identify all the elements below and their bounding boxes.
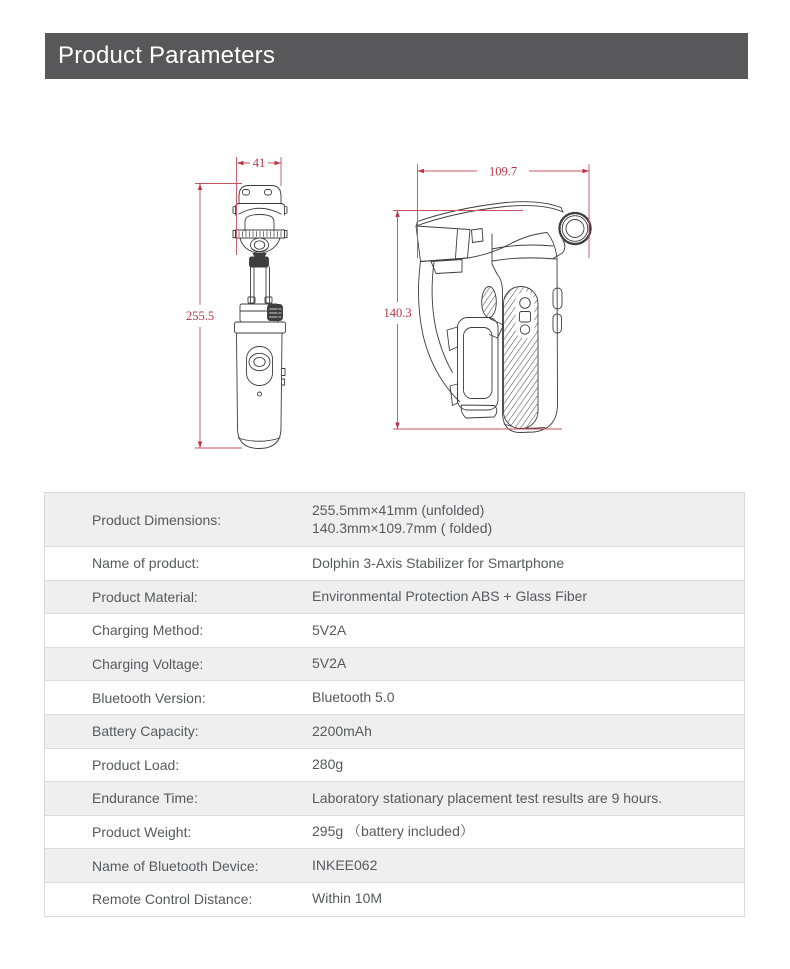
- spec-value: Bluetooth 5.0: [312, 688, 395, 705]
- spec-label: Battery Capacity:: [92, 723, 199, 740]
- spec-value: 5V2A: [312, 655, 347, 672]
- spec-value: [312, 502, 744, 537]
- folded-height-label: 140.3: [383, 306, 412, 320]
- spec-table: [44, 492, 745, 917]
- spec-label: Product Material:: [92, 588, 198, 605]
- unfolded-height-label: 255.5: [185, 309, 215, 323]
- unfolded-gimbal-drawing: [233, 186, 287, 449]
- spec-label: Remote Control Distance:: [92, 891, 253, 908]
- folded-gimbal-drawing: [416, 202, 591, 433]
- spec-label: Product Dimensions:: [92, 511, 222, 528]
- spec-label: Endurance Time:: [92, 790, 198, 807]
- table-row: [45, 493, 744, 546]
- table-row: [45, 714, 744, 748]
- unfolded-width-label: 41: [252, 156, 266, 170]
- spec-label: Bluetooth Version:: [92, 689, 206, 706]
- table-row: [45, 848, 744, 882]
- spec-label: Product Load:: [92, 756, 180, 773]
- spec-value: 295g （battery included）: [312, 823, 474, 840]
- table-row: [45, 680, 744, 714]
- spec-value: Within 10M: [312, 890, 383, 907]
- spec-label: Product Weight:: [92, 824, 192, 841]
- spec-value: 280g: [312, 756, 344, 773]
- dimension-folded-width: [418, 164, 590, 258]
- dimension-unfolded-height: [186, 184, 242, 449]
- dimension-unfolded-width: [237, 156, 282, 255]
- spec-value: 2200mAh: [312, 722, 372, 739]
- spec-value: Laboratory stationary placement test results are 9 hours.: [312, 789, 663, 806]
- spec-value: Dolphin 3-Axis Stabilizer for Smartphone: [312, 554, 565, 571]
- spec-value-line1: 255.5mm×41mm (unfolded): [312, 502, 485, 518]
- table-row: [45, 647, 744, 681]
- table-row: [45, 882, 744, 916]
- spec-label: Charging Voltage:: [92, 656, 204, 673]
- spec-label: Name of Bluetooth Device:: [92, 857, 259, 874]
- table-row: [45, 546, 744, 580]
- page-title-bar: [45, 33, 748, 79]
- table-row: [45, 580, 744, 614]
- table-row: [45, 613, 744, 647]
- spec-value: 5V2A: [312, 621, 347, 638]
- page-title: Product Parameters: [58, 42, 276, 69]
- spec-value-line2: 140.3mm×109.7mm ( folded): [312, 519, 493, 536]
- folded-width-label: 109.7: [488, 164, 518, 179]
- spec-value: INKEE062: [312, 856, 378, 873]
- spec-label: Charging Method:: [92, 622, 204, 639]
- product-dimension-diagram: [160, 140, 620, 470]
- spec-value: Environmental Protection ABS + Glass Fiber: [312, 588, 588, 605]
- table-row: [45, 781, 744, 815]
- spec-label: Name of product:: [92, 555, 200, 572]
- table-row: [45, 815, 744, 849]
- table-row: [45, 748, 744, 782]
